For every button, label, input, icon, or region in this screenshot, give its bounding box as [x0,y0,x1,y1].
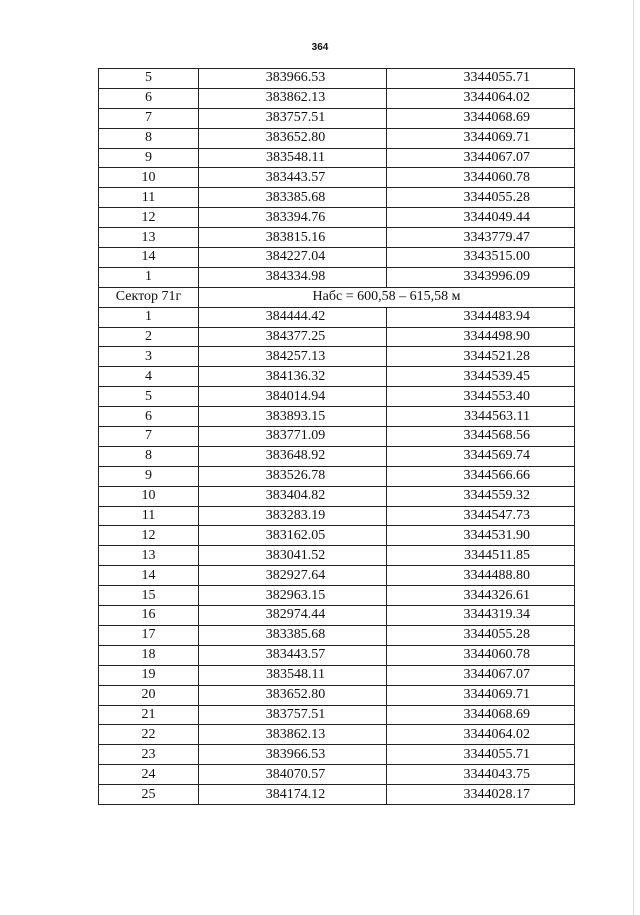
point-number-cell: 1 [99,267,199,287]
table-row [99,108,575,128]
point-number-cell: 6 [99,88,199,108]
y-coordinate-cell: 3343996.09 [387,267,575,287]
y-coordinate-cell: 3344055.71 [387,69,575,89]
point-number-cell: 19 [99,665,199,685]
page-number: 364 [311,42,329,53]
table-row [99,148,575,168]
point-number-cell: 4 [99,367,199,387]
point-number-cell: 20 [99,685,199,705]
y-coordinate-cell: 3344064.02 [387,725,575,745]
table-row [99,526,575,546]
y-coordinate-cell: 3344569.74 [387,446,575,466]
table-row [99,307,575,327]
point-number-cell: 11 [99,506,199,526]
point-number-cell: 9 [99,148,199,168]
x-coordinate-cell: 384070.57 [199,765,387,785]
table-row [99,367,575,387]
x-coordinate-cell: 383966.53 [199,69,387,89]
table-row [99,745,575,765]
y-coordinate-cell: 3344064.02 [387,88,575,108]
point-number-cell: 12 [99,526,199,546]
table-row [99,387,575,407]
table-row [99,446,575,466]
point-number-cell: 16 [99,606,199,626]
x-coordinate-cell: 383041.52 [199,546,387,566]
x-coordinate-cell: 384227.04 [199,248,387,268]
y-coordinate-cell: 3344511.85 [387,546,575,566]
table-row [99,427,575,447]
table-row [99,625,575,645]
x-coordinate-cell: 383394.76 [199,208,387,228]
sector-header-row [99,287,575,307]
table-row [99,128,575,148]
table-row [99,705,575,725]
point-number-cell: 7 [99,108,199,128]
table-row [99,407,575,427]
sector-height-range: Набс = 600,58 – 615,58 м [199,287,575,307]
table-row [99,606,575,626]
x-coordinate-cell: 383443.57 [199,645,387,665]
x-coordinate-cell: 384136.32 [199,367,387,387]
y-coordinate-cell: 3344060.78 [387,645,575,665]
table-row [99,725,575,745]
table-row [99,685,575,705]
x-coordinate-cell: 383404.82 [199,486,387,506]
x-coordinate-cell: 383526.78 [199,466,387,486]
x-coordinate-cell: 383652.80 [199,128,387,148]
y-coordinate-cell: 3344049.44 [387,208,575,228]
table-row [99,327,575,347]
table-row [99,765,575,785]
x-coordinate-cell: 382963.15 [199,586,387,606]
x-coordinate-cell: 383815.16 [199,228,387,248]
y-coordinate-cell: 3344539.45 [387,367,575,387]
y-coordinate-cell: 3344055.28 [387,625,575,645]
table-row [99,586,575,606]
y-coordinate-cell: 3344055.28 [387,188,575,208]
table-row [99,267,575,287]
x-coordinate-cell: 383771.09 [199,427,387,447]
table-row [99,248,575,268]
coordinates-table [98,68,575,805]
point-number-cell: 22 [99,725,199,745]
point-number-cell: 9 [99,466,199,486]
y-coordinate-cell: 3344498.90 [387,327,575,347]
table-row [99,168,575,188]
x-coordinate-cell: 383966.53 [199,745,387,765]
sector-label: Сектор 71г [99,287,199,307]
table-row [99,228,575,248]
y-coordinate-cell: 3344568.56 [387,427,575,447]
y-coordinate-cell: 3344068.69 [387,705,575,725]
point-number-cell: 1 [99,307,199,327]
y-coordinate-cell: 3344521.28 [387,347,575,367]
y-coordinate-cell: 3344028.17 [387,785,575,805]
x-coordinate-cell: 383757.51 [199,705,387,725]
point-number-cell: 7 [99,427,199,447]
table-row [99,69,575,89]
y-coordinate-cell: 3344055.71 [387,745,575,765]
x-coordinate-cell: 383652.80 [199,685,387,705]
x-coordinate-cell: 384174.12 [199,785,387,805]
y-coordinate-cell: 3344566.66 [387,466,575,486]
point-number-cell: 15 [99,586,199,606]
x-coordinate-cell: 383548.11 [199,148,387,168]
scan-edge-line [633,0,634,915]
table-row [99,208,575,228]
y-coordinate-cell: 3344559.32 [387,486,575,506]
table-row [99,546,575,566]
x-coordinate-cell: 382974.44 [199,606,387,626]
table-row [99,466,575,486]
y-coordinate-cell: 3344068.69 [387,108,575,128]
point-number-cell: 13 [99,228,199,248]
x-coordinate-cell: 383385.68 [199,625,387,645]
table-row [99,645,575,665]
point-number-cell: 25 [99,785,199,805]
x-coordinate-cell: 384444.42 [199,307,387,327]
table-row [99,785,575,805]
point-number-cell: 14 [99,566,199,586]
point-number-cell: 12 [99,208,199,228]
point-number-cell: 18 [99,645,199,665]
point-number-cell: 8 [99,446,199,466]
point-number-cell: 10 [99,486,199,506]
point-number-cell: 5 [99,387,199,407]
x-coordinate-cell: 384014.94 [199,387,387,407]
table-row [99,188,575,208]
point-number-cell: 23 [99,745,199,765]
coordinates-table-body [99,69,575,805]
x-coordinate-cell: 382927.64 [199,566,387,586]
y-coordinate-cell: 3344563.11 [387,407,575,427]
y-coordinate-cell: 3344326.61 [387,586,575,606]
table-row [99,665,575,685]
point-number-cell: 17 [99,625,199,645]
point-number-cell: 3 [99,347,199,367]
y-coordinate-cell: 3344069.71 [387,128,575,148]
x-coordinate-cell: 383162.05 [199,526,387,546]
x-coordinate-cell: 383862.13 [199,725,387,745]
point-number-cell: 5 [99,69,199,89]
point-number-cell: 10 [99,168,199,188]
y-coordinate-cell: 3344060.78 [387,168,575,188]
table-row [99,506,575,526]
x-coordinate-cell: 383548.11 [199,665,387,685]
point-number-cell: 24 [99,765,199,785]
x-coordinate-cell: 383385.68 [199,188,387,208]
table-row [99,88,575,108]
point-number-cell: 11 [99,188,199,208]
y-coordinate-cell: 3344547.73 [387,506,575,526]
point-number-cell: 14 [99,248,199,268]
x-coordinate-cell: 383757.51 [199,108,387,128]
y-coordinate-cell: 3344067.07 [387,148,575,168]
y-coordinate-cell: 3344069.71 [387,685,575,705]
x-coordinate-cell: 384377.25 [199,327,387,347]
y-coordinate-cell: 3344483.94 [387,307,575,327]
x-coordinate-cell: 384257.13 [199,347,387,367]
point-number-cell: 8 [99,128,199,148]
y-coordinate-cell: 3344531.90 [387,526,575,546]
x-coordinate-cell: 383862.13 [199,88,387,108]
y-coordinate-cell: 3344488.80 [387,566,575,586]
y-coordinate-cell: 3343779.47 [387,228,575,248]
x-coordinate-cell: 383443.57 [199,168,387,188]
x-coordinate-cell: 383648.92 [199,446,387,466]
y-coordinate-cell: 3344067.07 [387,665,575,685]
point-number-cell: 21 [99,705,199,725]
y-coordinate-cell: 3344319.34 [387,606,575,626]
point-number-cell: 2 [99,327,199,347]
point-number-cell: 13 [99,546,199,566]
x-coordinate-cell: 383893.15 [199,407,387,427]
y-coordinate-cell: 3344553.40 [387,387,575,407]
y-coordinate-cell: 3344043.75 [387,765,575,785]
table-row [99,347,575,367]
x-coordinate-cell: 384334.98 [199,267,387,287]
y-coordinate-cell: 3343515.00 [387,248,575,268]
table-row [99,486,575,506]
table-row [99,566,575,586]
point-number-cell: 6 [99,407,199,427]
x-coordinate-cell: 383283.19 [199,506,387,526]
